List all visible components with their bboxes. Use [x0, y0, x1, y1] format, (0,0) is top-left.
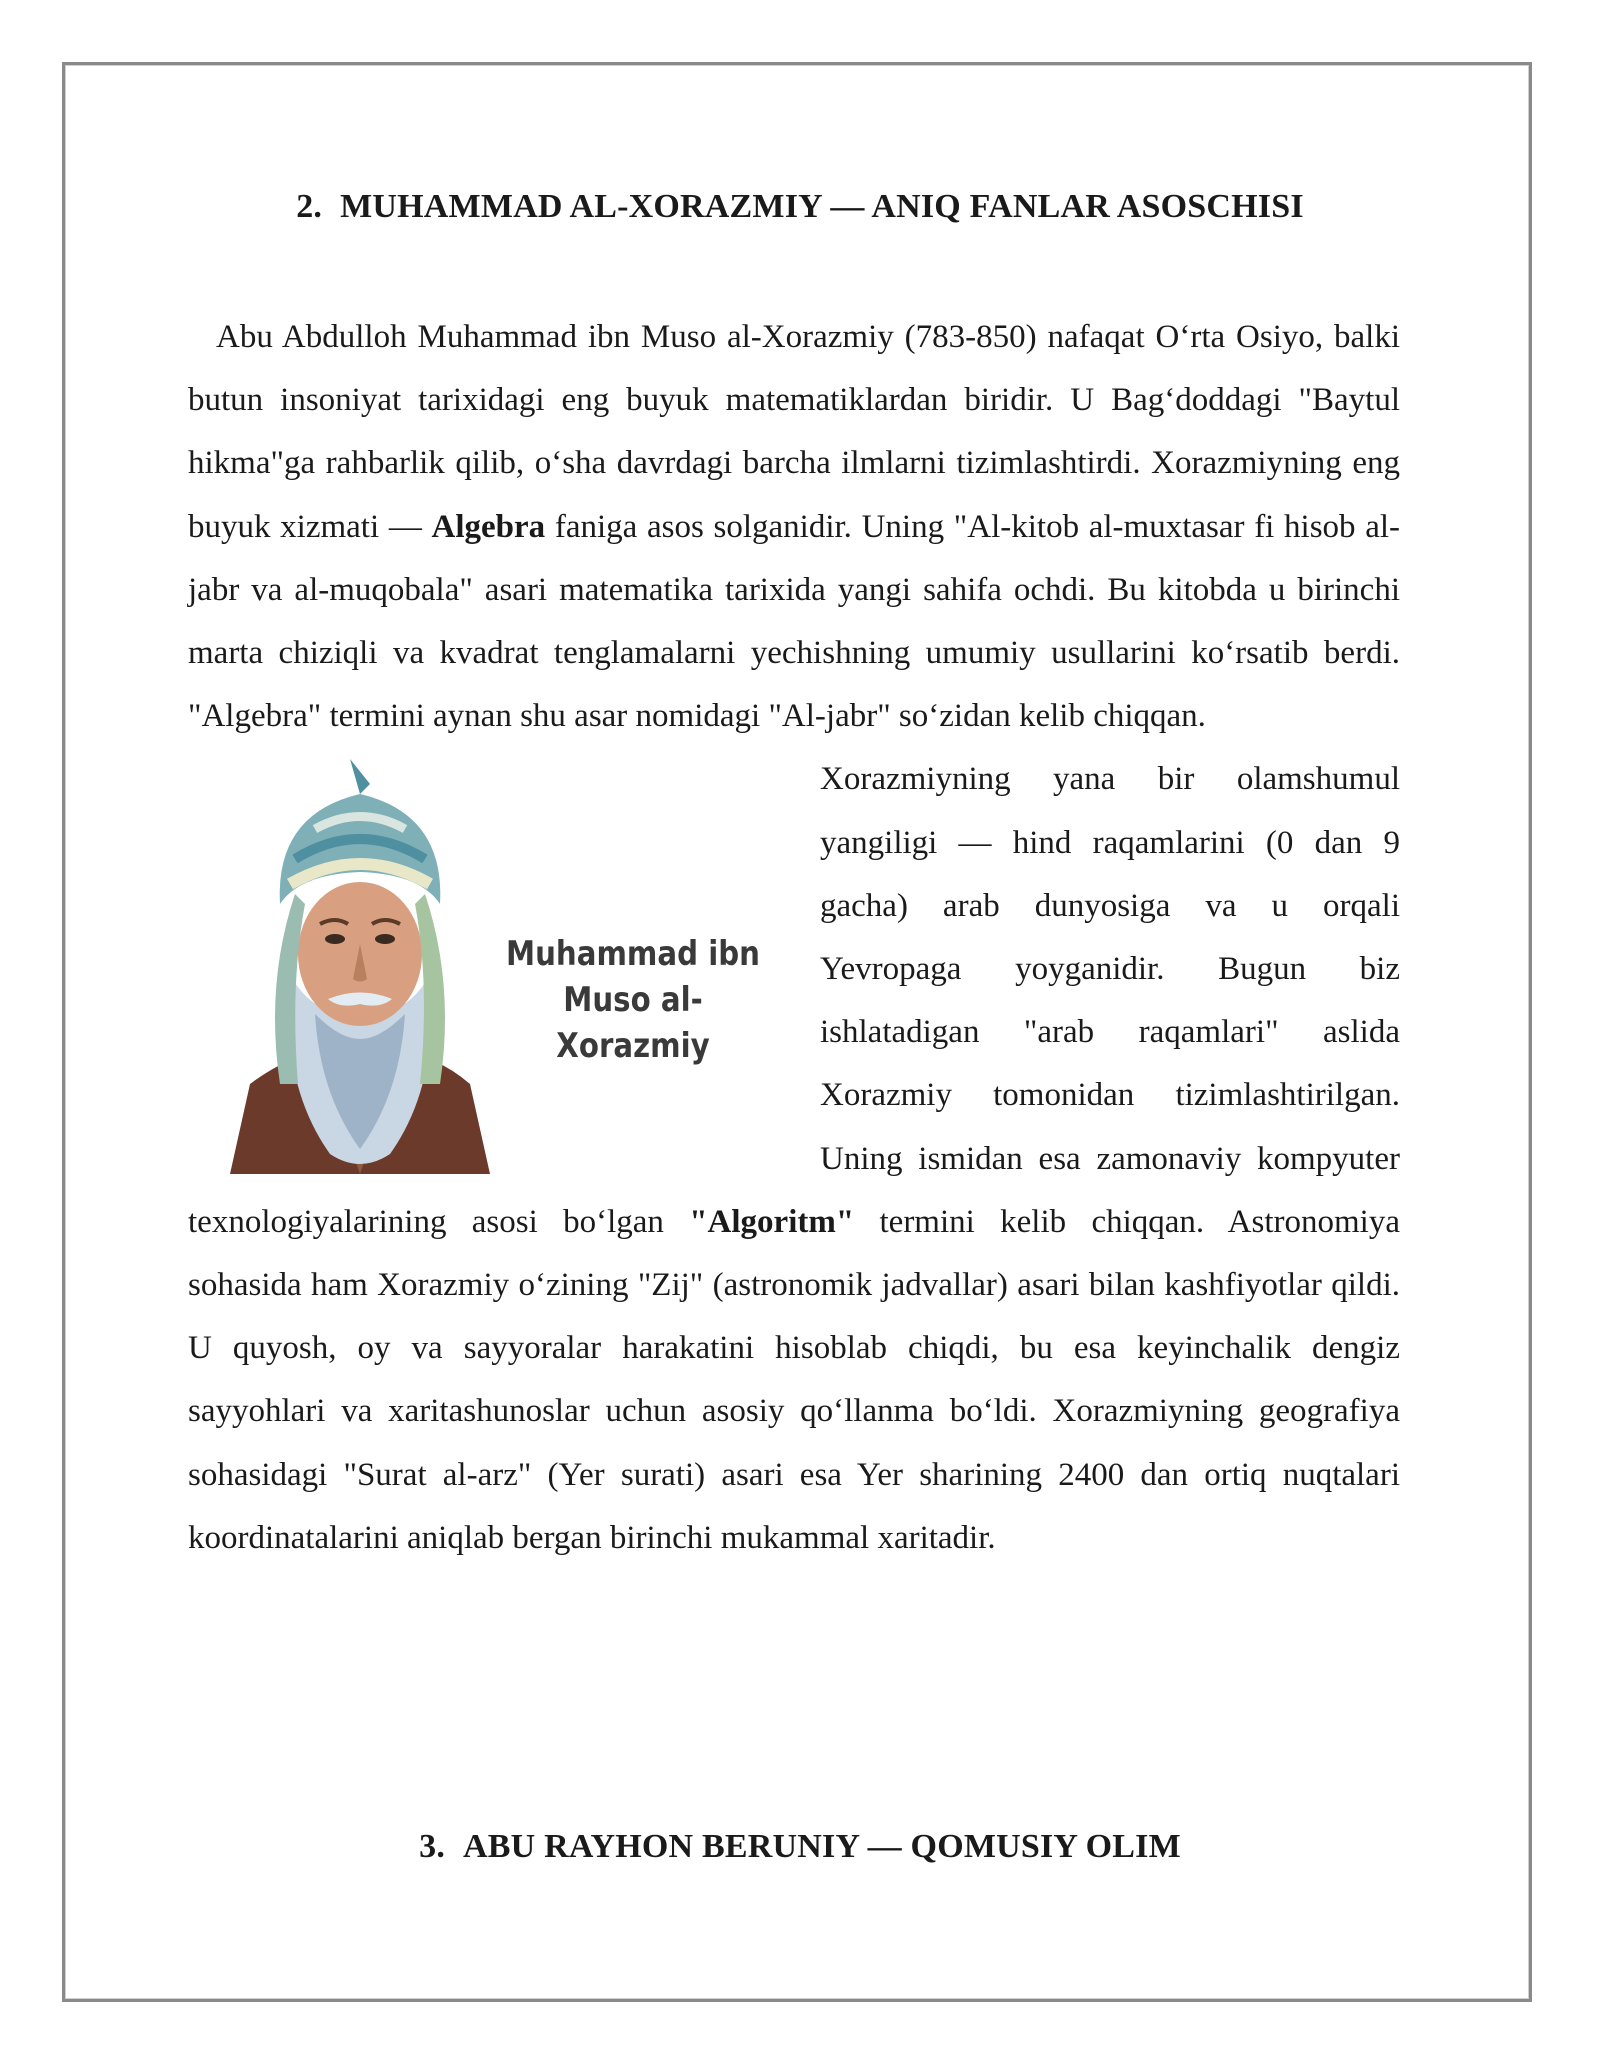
paragraph — [188, 306, 1400, 748]
portrait-caption — [504, 931, 762, 1069]
section-title: ABU RAYHON BERUNIY — QOMUSIY OLIM — [463, 1828, 1181, 1865]
portrait-figure — [188, 748, 808, 1178]
paragraph-text: faniga asos solganidir. Uning "Al-kitob al-muxtasar fi hisob al-jabr va al-muqobala" asari matematika tarixida yangi sahifa ochdi. Bu kitobda u birinchi marta chiziqli va kvadrat tenglamalarni yechishning umumiy usullarini ko‘rsatib berdi. "Algebra" termini aynan shu asar nomidagi "Al-jabr" so‘zidan kelib chiqqan. — [188, 508, 1401, 735]
caption-line: Muhammad ibn — [505, 934, 760, 975]
caption-line: Muso al-Xorazmiy — [556, 980, 710, 1067]
paragraph-text: Abu Abdulloh Muhammad ibn Muso al-Xorazmiy (783-850) nafaqat O‘rta Osiyo, balki butun insoniyat tarixidagi eng buyuk matematiklardan biridir. U Bag‘doddagi "Baytul hikma"ga rahbarlik qilib, o‘sha davrdagi barcha ilmlarni tizimlashtirdi. Xorazmiyning eng buyuk xizmati — — [188, 319, 1400, 545]
scholar-portrait-image — [220, 754, 500, 1174]
section-number: 2. — [296, 188, 323, 225]
section-number: 3. — [419, 1828, 446, 1865]
bold-term: "Algoritm" — [689, 1203, 855, 1240]
bold-term: Algebra — [431, 508, 546, 545]
paragraph-text: termini kelib chiqqan. Astronomiya sohasida ham Xorazmiy o‘zining "Zij" (astronomik jadvallar) asari bilan kashfiyotlar qildi. U quyosh, oy va sayyoralar harakatini hisoblab chiqdi, bu esa keyinchalik dengiz sayyohlari va xaritashunoslar uchun asosiy qo‘llanma bo‘ldi. Xorazmiyning geografiya sohasidagi "Surat al-arz" (Yer surati) asari esa Yer sharining 2400 dan ortiq nuqtalari koordinatalarini aniqlab bergan birinchi mukammal xaritadir. — [188, 1203, 1400, 1556]
section-heading — [0, 188, 1600, 226]
article-body — [188, 306, 1400, 1570]
section-title: MUHAMMAD AL-XORAZMIY — ANIQ FANLAR ASOSCHISI — [340, 188, 1304, 225]
section-heading — [0, 1828, 1600, 1866]
paragraph-text: Xorazmiyning yana bir olamshumul yangiligi — hind raqamlarini (0 dan 9 gacha) arab dunyosiga va u orqali Yevropaga yoyganidir. Bugun biz ishlatadigan "arab raqamlari" aslida Xorazmiy tomonidan tizimlashtirilgan. Uning ismidan esa zamonaviy kompyuter texnologiyalarining asosi bo‘lgan — [188, 761, 1400, 1240]
